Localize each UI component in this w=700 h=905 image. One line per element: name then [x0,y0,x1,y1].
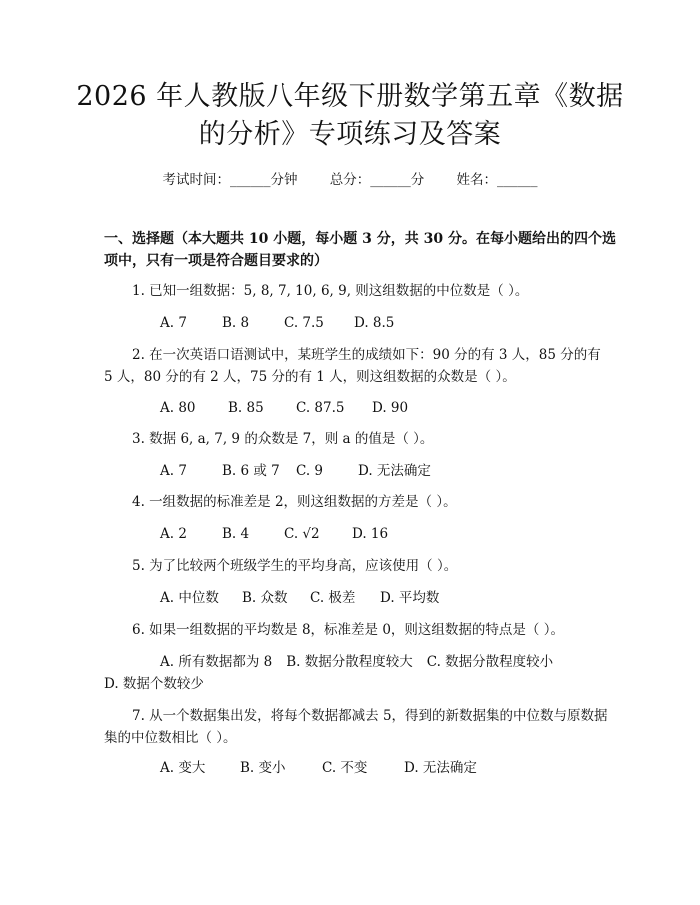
option-b: B. 6 或 7 [222,463,280,479]
option-b: B. 变小 [240,760,286,776]
question-7-options [160,757,640,779]
document-title [60,78,640,154]
option-c: C. 极差 [310,590,356,606]
option-a: A. 变大 [160,760,206,776]
option-c: C. 9 [296,463,324,479]
option-a: A. 7 [160,463,187,479]
option-d: D. 8.5 [354,315,395,331]
question-4: 4. 一组数据的标准差是 2，则这组数据的方差是（ ）。 [132,494,457,510]
question-2: 2. 在一次英语口语测试中，某班学生的成绩如下：90 分的有 3 人，85 分的有 5 人，80 分的有 2 人，75 分的有 1 人，则这组数据的众数是（ ）。 [104,347,601,385]
title-line-1: 2026 年人教版八年级下册数学第五章《数据 [76,81,624,112]
question-3-options [160,460,640,482]
option-b: B. 85 [228,400,264,416]
option-a: A. 中位数 [160,590,219,606]
option-b: B. 众数 [242,590,288,606]
option-b: B. 8 [222,315,250,331]
option-c: C. 不变 [322,760,368,776]
question-3: 3. 数据 6, a, 7, 9 的众数是 7，则 a 的值是（ ）。 [132,431,434,447]
option-d: D. 无法确定 [404,760,477,776]
question-2-options [160,397,640,419]
exam-meta [0,168,700,188]
option-a: A. 2 [160,526,187,542]
section-heading: 一、选择题（本大题共 10 小题，每小题 3 分，共 30 分。在每小题给出的四个选项中，只有一项是符合题目要求的） [104,231,616,269]
option-b: B. 数据分散程度较大 [286,654,413,670]
option-c: C. √2 [284,526,320,542]
name-field: 姓名：______ [456,172,538,188]
exam-time-field: 考试时间：______分钟 [162,172,298,188]
option-d: D. 90 [372,400,409,416]
option-c: C. 数据分散程度较小 [426,654,554,670]
title-line-2: 的分析》专项练习及答案 [198,119,502,150]
question-1-options [160,312,640,334]
option-b: B. 4 [222,526,250,542]
question-5-options [160,587,640,609]
option-a: A. 所有数据都为 8 [160,654,273,670]
question-7: 7. 从一个数据集出发，将每个数据都减去 5，得到的新数据集的中位数与原数据集的中位数相比（ ）。 [104,708,608,746]
question-4-options [160,523,640,545]
option-c: C. 87.5 [296,400,345,416]
option-c: C. 7.5 [284,315,324,331]
option-d: D. 数据个数较少 [104,676,204,692]
total-score-field: 总分：______分 [329,172,425,188]
option-a: A. 80 [160,400,196,416]
question-6: 6. 如果一组数据的平均数是 8，标准差是 0，则这组数据的特点是（ ）。 [132,622,564,638]
option-d: D. 16 [352,526,389,542]
option-d: D. 无法确定 [358,463,431,479]
question-6-options [104,651,609,695]
question-1: 1. 已知一组数据：5, 8, 7, 10, 6, 9, 则这组数据的中位数是（ ）。 [132,283,529,299]
question-5: 5. 为了比较两个班级学生的平均身高，应该使用（ ）。 [132,558,458,574]
option-d: D. 平均数 [380,590,440,606]
option-a: A. 7 [160,315,187,331]
